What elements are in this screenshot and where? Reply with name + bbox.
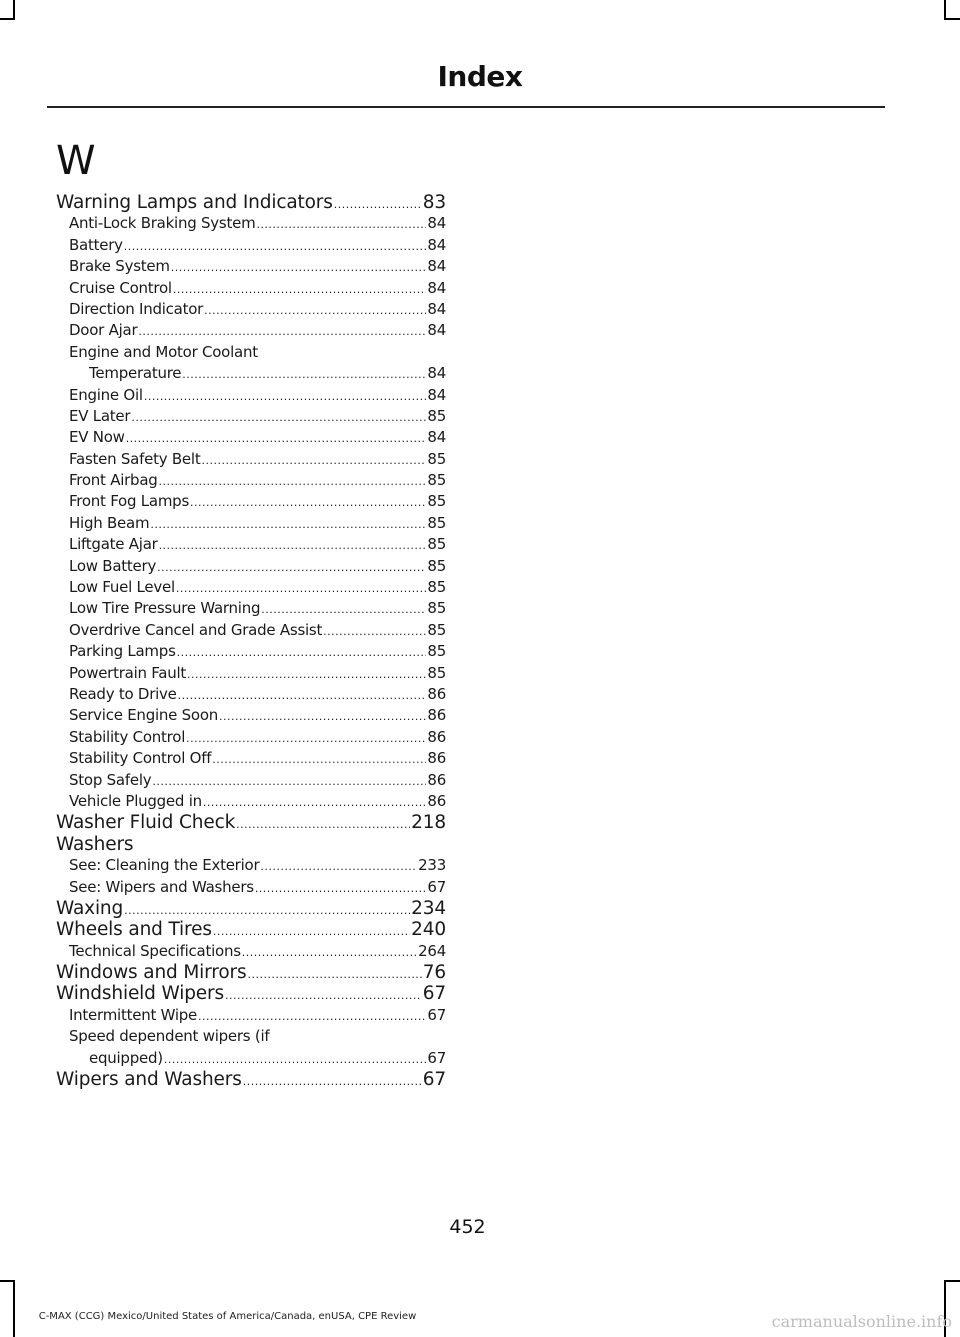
entry-label: See: Cleaning the Exterior [69, 856, 260, 875]
entry-page-number: 85 [427, 513, 446, 532]
entry-page-number: 85 [427, 492, 446, 511]
index-subentry [56, 449, 446, 470]
index-subentry [56, 705, 446, 726]
title-divider [47, 106, 885, 108]
entry-page-number: 85 [427, 406, 446, 425]
dot-leader [178, 685, 427, 705]
index-subentry [56, 663, 446, 684]
entry-label: Low Tire Pressure Warning [69, 599, 261, 618]
entry-label: Brake System [69, 257, 170, 276]
entry-page-number: 264 [418, 941, 446, 960]
entry-page-number: 84 [427, 299, 446, 318]
entry-label: Intermittent Wipe [69, 1005, 198, 1024]
index-subentry [56, 1005, 446, 1026]
dot-leader [213, 921, 410, 940]
dot-leader [236, 814, 410, 833]
entry-page-number: 85 [427, 599, 446, 618]
index-subentry [56, 748, 446, 769]
page-title: Index [437, 60, 523, 93]
dot-leader [198, 1006, 426, 1026]
entry-label: Parking Lamps [69, 642, 176, 661]
page-number: 452 [449, 1216, 486, 1238]
index-subentry [56, 727, 446, 748]
entry-page-number: 84 [427, 257, 446, 276]
index-subentry [56, 620, 446, 641]
entry-page-number: 84 [427, 278, 446, 297]
index-subentry [56, 641, 446, 662]
dot-leader [182, 364, 426, 384]
index-subentry [56, 513, 446, 534]
entry-label: Low Fuel Level [69, 578, 175, 597]
entry-label: Stability Control Off [69, 749, 212, 768]
entry-label: Door Ajar [69, 321, 138, 340]
entry-label: Stop Safely [69, 770, 152, 789]
index-subentry [56, 556, 446, 577]
index-column [56, 132, 446, 1090]
entry-label: EV Later [69, 406, 131, 425]
entry-page-number: 234 [411, 897, 446, 919]
entry-label: Washer Fluid Check [56, 812, 236, 834]
entry-label: Battery [69, 235, 123, 254]
dot-leader [138, 321, 426, 341]
dot-leader [204, 300, 426, 320]
dot-leader [131, 407, 426, 427]
entry-label: Overdrive Cancel and Grade Assist [69, 620, 323, 639]
index-entry-list [56, 192, 446, 1090]
crop-mark-top-left [0, 18, 15, 20]
entry-label: Anti-Lock Braking System [69, 214, 256, 233]
index-subentry [56, 363, 446, 384]
index-subentry [56, 855, 446, 876]
entry-label: Ready to Drive [69, 684, 177, 703]
entry-page-number: 67 [422, 1069, 446, 1091]
entry-label: Warning Lamps and Indicators [56, 192, 333, 213]
dot-leader [176, 578, 427, 598]
dot-leader [323, 621, 426, 641]
index-subentry [56, 213, 446, 234]
entry-page-number: 67 [427, 1048, 446, 1067]
index-subentry [56, 491, 446, 512]
index-subentry [56, 235, 446, 256]
entry-label: Stability Control [69, 727, 186, 746]
entry-label: Technical Specifications [69, 941, 241, 960]
entry-page-number: 85 [427, 578, 446, 597]
entry-page-number: 85 [427, 535, 446, 554]
index-subentry [56, 256, 446, 277]
entry-label: Direction Indicator [69, 299, 204, 318]
index-subentry [56, 427, 446, 448]
entry-page-number: 84 [427, 321, 446, 340]
entry-page-number: 76 [422, 962, 446, 984]
entry-label: High Beam [69, 513, 150, 532]
entry-page-number: 84 [427, 428, 446, 447]
entry-label: Service Engine Soon [69, 706, 219, 725]
entry-page-number: 85 [427, 642, 446, 661]
entry-label: Temperature [89, 364, 182, 383]
entry-label: Powertrain Fault [69, 663, 187, 682]
entry-page-number: 86 [427, 706, 446, 725]
dot-leader [159, 535, 427, 555]
dot-leader [203, 792, 427, 812]
dot-leader [186, 728, 426, 748]
entry-page-number: 218 [411, 812, 446, 834]
dot-leader [225, 985, 422, 1004]
index-main-entry [56, 983, 446, 1004]
index-subentry [56, 598, 446, 619]
index-subentry [56, 770, 446, 791]
entry-page-number: 85 [427, 620, 446, 639]
entry-page-number: 67 [427, 1005, 446, 1024]
entry-page-number: 83 [422, 192, 446, 213]
dot-leader [219, 706, 426, 726]
index-subentry [56, 1048, 446, 1069]
entry-label: equipped) [89, 1048, 163, 1067]
entry-label: Fasten Safety Belt [69, 449, 201, 468]
entry-page-number: 84 [427, 364, 446, 383]
crop-mark-top-right [944, 0, 946, 18]
dot-leader [159, 471, 427, 491]
dot-leader [256, 214, 426, 234]
dot-leader [247, 964, 421, 983]
dot-leader [124, 900, 410, 919]
entry-page-number: 86 [427, 749, 446, 768]
crop-mark-top-right [944, 18, 960, 20]
dot-leader [190, 492, 426, 512]
entry-label: Vehicle Plugged in [69, 791, 202, 810]
dot-leader [260, 856, 417, 876]
index-subentry [56, 791, 446, 812]
entry-label: Cruise Control [69, 278, 172, 297]
entry-page-number: 84 [427, 214, 446, 233]
entry-page-number: 86 [427, 770, 446, 789]
dot-leader [261, 599, 426, 619]
index-subentry [56, 577, 446, 598]
entry-page-number: 85 [427, 449, 446, 468]
index-subentry [56, 385, 446, 406]
index-main-entry [56, 192, 446, 213]
entry-page-number: 233 [418, 856, 446, 875]
index-main-heading: Washers [56, 833, 134, 855]
index-main-entry [56, 1069, 446, 1090]
entry-label: Windows and Mirrors [56, 962, 247, 984]
index-subentry [56, 320, 446, 341]
entry-page-number: 67 [422, 983, 446, 1005]
index-main-entry [56, 812, 446, 833]
entry-page-number: 85 [427, 471, 446, 490]
entry-label: Wipers and Washers [56, 1069, 242, 1091]
dot-leader [177, 642, 427, 662]
entry-label: Front Airbag [69, 471, 158, 490]
dot-leader [150, 514, 426, 534]
index-subentry [56, 684, 446, 705]
dot-leader [187, 664, 426, 684]
index-subentry-heading: Engine and Motor Coolant [69, 342, 258, 361]
dot-leader [334, 194, 422, 213]
index-subentry [56, 941, 446, 962]
index-main-entry [56, 962, 446, 983]
entry-label: Low Battery [69, 556, 157, 575]
entry-page-number: 86 [427, 727, 446, 746]
dot-leader [243, 1071, 422, 1090]
entry-label: Waxing [56, 897, 124, 919]
entry-label: See: Wipers and Washers [69, 877, 254, 896]
dot-leader [144, 386, 427, 406]
dot-leader [126, 428, 427, 448]
entry-page-number: 86 [427, 791, 446, 810]
dot-leader [124, 236, 427, 256]
entry-label: Engine Oil [69, 385, 143, 404]
index-subentry-heading: Speed dependent wipers (if [69, 1027, 270, 1046]
index-subentry [56, 534, 446, 555]
dot-leader [255, 878, 427, 898]
entry-page-number: 67 [427, 877, 446, 896]
dot-leader [152, 771, 426, 791]
crop-mark-bottom-left [13, 1280, 15, 1337]
entry-label: Windshield Wipers [56, 983, 224, 1005]
index-main-entry [56, 919, 446, 940]
crop-mark-bottom-left [0, 1280, 15, 1282]
dot-leader [164, 1049, 427, 1069]
dot-leader [157, 557, 426, 577]
dot-leader [242, 942, 417, 962]
entry-label: Liftgate Ajar [69, 535, 158, 554]
dot-leader [201, 450, 426, 470]
entry-page-number: 85 [427, 556, 446, 575]
entry-label: Front Fog Lamps [69, 492, 190, 511]
entry-page-number: 240 [411, 919, 446, 941]
index-subentry [56, 278, 446, 299]
entry-page-number: 86 [427, 684, 446, 703]
entry-label: Wheels and Tires [56, 919, 212, 941]
dot-leader [173, 279, 427, 299]
index-subentry [56, 406, 446, 427]
index-letter-heading: W [56, 138, 96, 184]
crop-mark-bottom-right [944, 1280, 960, 1282]
index-subentry [56, 299, 446, 320]
dot-leader [171, 257, 427, 277]
dot-leader [212, 749, 426, 769]
watermark: carmanualsonline.info [771, 1312, 952, 1331]
index-main-entry [56, 898, 446, 919]
footer-edition-text: C-MAX (CCG) Mexico/United States of America/Canada, enUSA, CPE Review [38, 1311, 417, 1322]
entry-label: EV Now [69, 428, 125, 447]
entry-page-number: 84 [427, 235, 446, 254]
entry-page-number: 84 [427, 385, 446, 404]
crop-mark-top-left [13, 0, 15, 18]
entry-page-number: 85 [427, 663, 446, 682]
index-subentry [56, 470, 446, 491]
index-subentry [56, 877, 446, 898]
